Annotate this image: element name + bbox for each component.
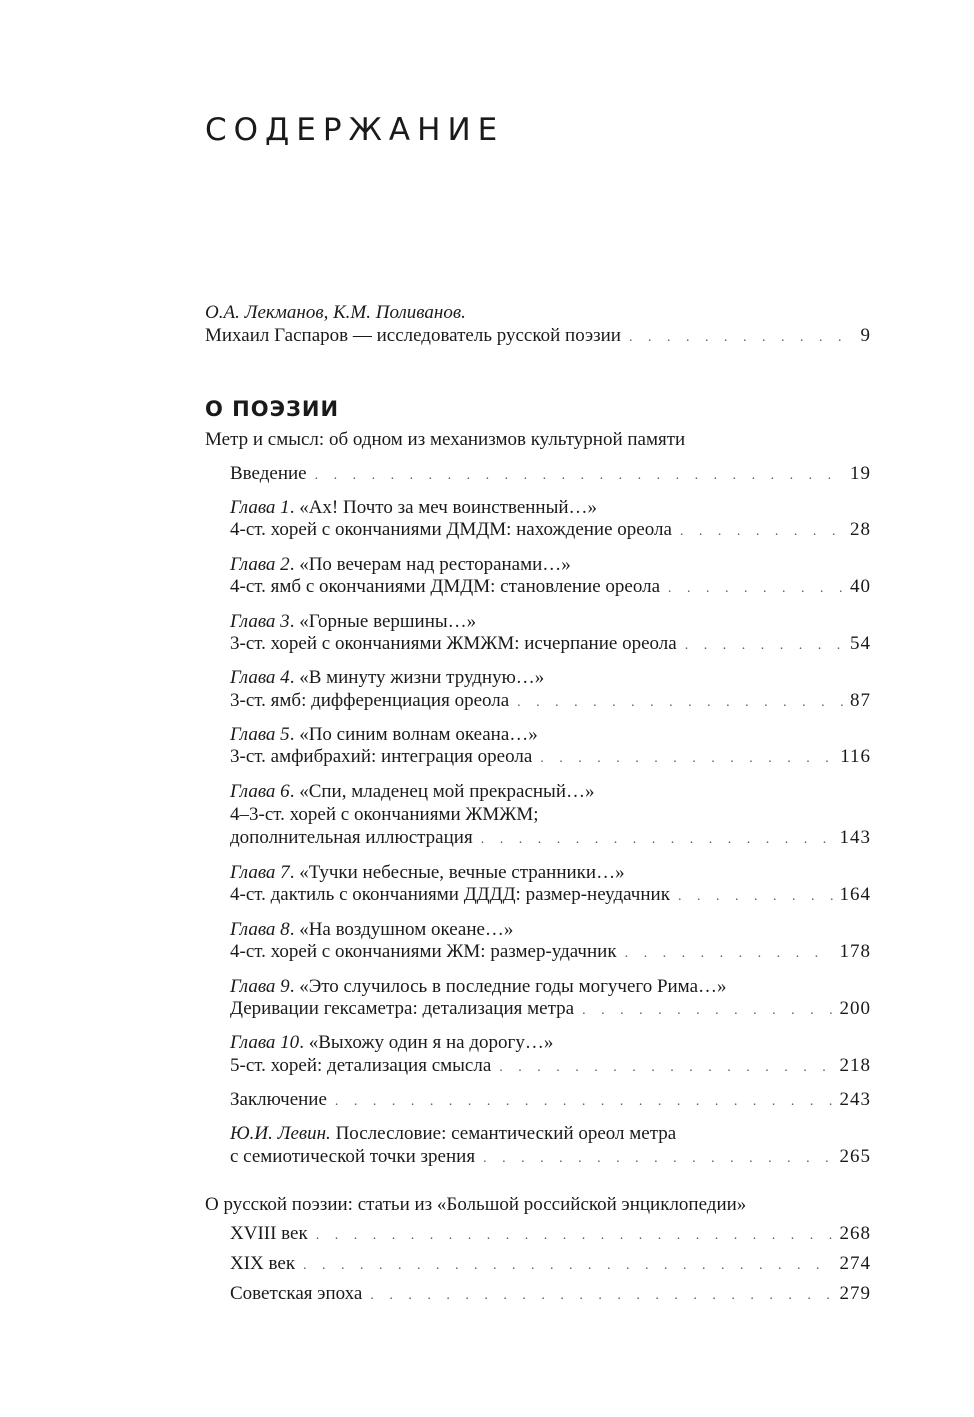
leader-dots [315,464,844,488]
page-number: 143 [839,827,871,848]
part2-title: О русской поэзии: статьи из «Большой российской энциклопедии» [205,1194,747,1215]
page-number: 243 [839,1089,871,1110]
chapter-6-subtitle-line: 4–3-ст. хорей с окончаниями ЖМЖМ; [230,804,539,825]
toc-entry-chapter-4[interactable] [230,689,871,715]
chapter-title: . «В минуту жизни трудную…» [289,667,545,688]
toc-entry-18th-century[interactable] [230,1222,871,1248]
leader-dots [540,747,834,771]
toc-entry-19th-century[interactable] [230,1252,871,1278]
chapter-label: Глава 4 [230,667,290,688]
entry-subtitle: 4-ст. ямб с окончаниями ДМДМ: становление ореола [230,576,660,597]
entry-subtitle: 3-ст. ямб: дифференциация ореола [230,690,510,711]
leader-dots [685,634,844,658]
leader-dots [370,1284,833,1308]
chapter-1-title [230,496,597,520]
chapter-9-title [230,975,727,999]
section-heading: О ПОЭЗИИ [205,397,340,421]
toc-entry-chapter-3[interactable] [230,632,871,658]
afterword-heading: Послесловие: семантический ореол метра [330,1123,677,1144]
entry-label: XVIII век [230,1223,308,1244]
afterword-title [230,1122,676,1146]
chapter-title: . «Спи, младенец мой прекрасный…» [289,781,595,802]
entry-label: Заключение [230,1089,327,1110]
chapter-label: Глава 3 [230,611,290,632]
entry-subtitle: 5-ст. хорей: детализация смысла [230,1055,492,1076]
chapter-6-title [230,780,595,804]
chapter-label: Глава 9 [230,976,290,997]
chapter-5-title [230,723,538,747]
entry-label: XIX век [230,1253,296,1274]
page-number: 19 [850,463,871,484]
page-number: 54 [850,633,871,654]
page-number: 9 [860,325,871,346]
entry-subtitle: 3-ст. хорей с окончаниями ЖМЖМ: исчерпание ореола [230,633,677,654]
toc-entry-chapter-9[interactable] [230,997,871,1023]
leader-dots [668,577,844,601]
chapter-title: . «На воздушном океане…» [289,919,514,940]
toc-entry-chapter-6[interactable] [230,826,871,852]
entry-subtitle: 4-ст. дактиль с окончаниями ДДДД: размер-неудачник [230,884,670,905]
leader-dots [678,885,834,909]
toc-entry-chapter-2[interactable] [230,575,871,601]
entry-subtitle: 4-ст. хорей с окончаниями ДМДМ: нахождение ореола [230,519,672,540]
chapter-label: Глава 1 [230,497,290,518]
leader-dots [481,828,834,852]
chapter-label: Глава 2 [230,554,290,575]
toc-entry-chapter-1[interactable] [230,518,871,544]
page-number: 116 [840,746,871,767]
page-number: 87 [850,690,871,711]
leader-dots [316,1224,834,1248]
leader-dots [517,691,844,715]
chapter-label: Глава 10 [230,1032,300,1053]
entry-subtitle: дополнительная иллюстрация [230,827,473,848]
toc-entry-chapter-8[interactable] [230,940,871,966]
chapter-title: . «Тучки небесные, вечные странники…» [289,862,625,883]
chapter-title: . «По вечерам над ресторанами…» [289,554,571,575]
chapter-label: Глава 8 [230,919,290,940]
toc-entry-chapter-5[interactable] [230,745,871,771]
entry-subtitle: 3-ст. амфибрахий: интеграция ореола [230,746,533,767]
leader-dots [680,520,844,544]
chapter-4-title [230,666,544,690]
leader-dots [483,1147,833,1171]
page-number: 218 [839,1055,871,1076]
page-number: 164 [839,884,871,905]
toc-entry-chapter-7[interactable] [230,883,871,909]
chapter-title: . «По синим волнам океана…» [289,724,538,745]
chapter-2-title [230,553,571,577]
chapter-3-title [230,610,476,634]
leader-dots [303,1254,833,1278]
chapter-7-title [230,861,625,885]
chapter-label: Глава 5 [230,724,290,745]
toc-entry-introduction[interactable] [230,462,871,488]
part1-title: Метр и смысл: об одном из механизмов культурной памяти [205,429,686,450]
entry-subtitle: 4-ст. хорей с окончаниями ЖМ: размер-удачник [230,941,617,962]
page-number: 200 [839,998,871,1019]
intro-entry-text: Михаил Гаспаров — исследователь русской поэзии [205,325,621,346]
chapter-title: . «Горные вершины…» [289,611,477,632]
toc-entry-chapter-10[interactable] [230,1054,871,1080]
leader-dots [625,942,834,966]
page-number: 28 [850,519,871,540]
page-number: 178 [839,941,871,962]
page-title: СОДЕРЖАНИЕ [205,112,505,148]
toc-entry-soviet-era[interactable] [230,1282,871,1308]
toc-entry-conclusion[interactable] [230,1088,871,1114]
chapter-title: . «Ах! Почто за меч воинственный…» [289,497,598,518]
entry-label: Советская эпоха [230,1283,363,1304]
leader-dots [582,999,833,1023]
leader-dots [629,326,855,350]
page-number: 268 [839,1223,871,1244]
leader-dots [499,1056,833,1080]
intro-authors: О.А. Лекманов, К.М. Поливанов. [205,302,466,323]
chapter-title: . «Это случилось в последние годы могучего Рима…» [289,976,727,997]
chapter-label: Глава 7 [230,862,290,883]
page-number: 265 [839,1146,871,1167]
chapter-title: . «Выхожу один я на дорогу…» [299,1032,554,1053]
toc-entry-afterword[interactable] [230,1145,871,1171]
afterword-author: Ю.И. Левин. [230,1123,331,1144]
chapter-8-title [230,918,513,942]
chapter-label: Глава 6 [230,781,290,802]
entry-subtitle: с семиотической точки зрения [230,1146,476,1167]
entry-subtitle: Деривации гексаметра: детализация метра [230,998,575,1019]
page-number: 40 [850,576,871,597]
chapter-10-title [230,1031,553,1055]
page-number: 274 [839,1253,871,1274]
page-number: 279 [839,1283,871,1304]
intro-entry[interactable] [205,324,871,350]
entry-label: Введение [230,463,307,484]
leader-dots [335,1090,834,1114]
